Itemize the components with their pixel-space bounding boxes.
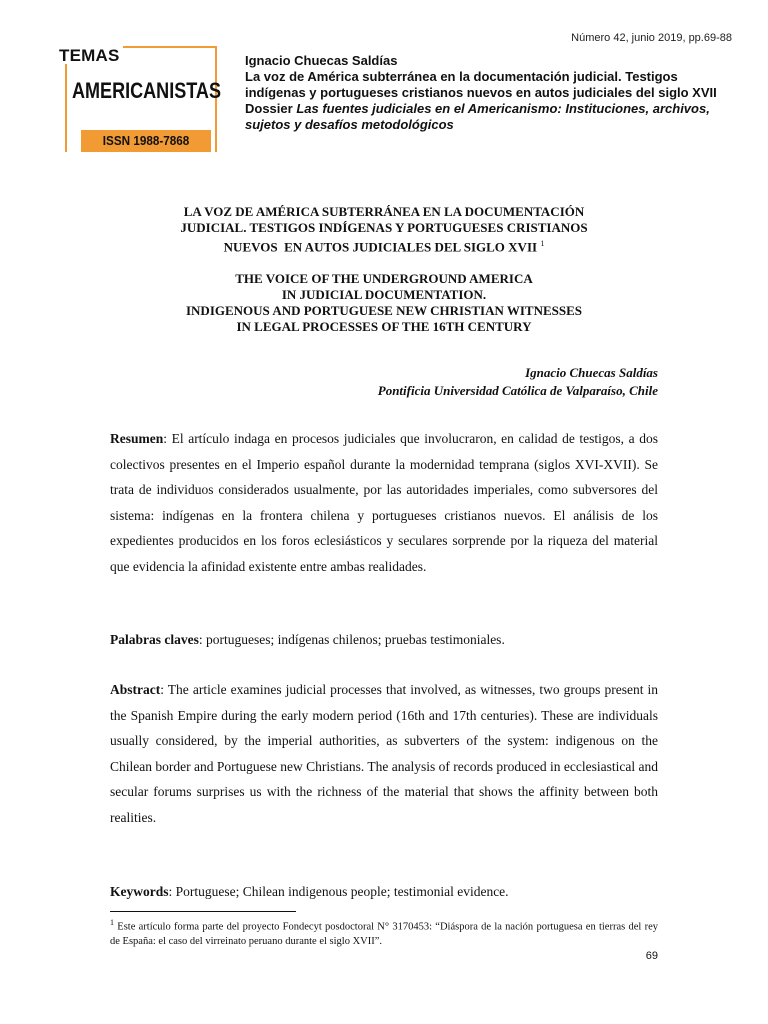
title-es-line	[110, 236, 658, 255]
header-dossier	[245, 101, 735, 133]
palabras-text: : portugueses; indígenas chilenos; pruebas testimoniales.	[198, 632, 505, 647]
resumen-paragraph	[110, 426, 658, 580]
title-footnote-mark[interactable]: 1	[540, 239, 545, 248]
footnote	[110, 916, 658, 949]
page-number: 69	[645, 950, 658, 962]
keywords-label: Keywords	[110, 884, 169, 899]
title-es-line-text: NUEVOS EN AUTOS JUDICIALES DEL SIGLO XVII	[223, 239, 538, 255]
title-en-line: IN LEGAL PROCESSES OF THE 16TH CENTURY	[236, 319, 532, 334]
author-name: Ignacio Chuecas Saldías	[525, 365, 658, 380]
footnote-text: Este artículo forma parte del proyecto Fondecyt posdoctoral N° 3170453: “Diáspora de la nación portuguesa en tierras del rey de España: el caso del virreinato peruano durante el siglo XVII”.	[110, 921, 658, 947]
header-article-title: La voz de América subterránea en la documentación judicial. Testigos indígenas y portugueses cristianos nuevos en autos judiciales del siglo XVII	[245, 69, 717, 100]
logo-americanistas: AMERICANISTAS	[72, 78, 222, 103]
author-block	[378, 364, 658, 400]
author-affiliation: Pontificia Universidad Católica de Valparaíso, Chile	[377, 383, 658, 398]
resumen-text: : El artículo indaga en procesos judiciales que involucraron, en calidad de testigos, a dos colectivos presentes en el Imperio español durante la modernidad temprana (siglos XVI-XVII). Se trata de individuos considerados usualmente, por las autoridades imperiales, como subversores del sistema: indígenas en la frontera chilena y portugueses cristianos nuevos. El análisis de los expedientes producidos en los foros eclesiásticos y seculares sorprende por la riqueza del material que evidencia la afinidad existente entre ambas realidades.	[110, 431, 658, 574]
logo-border-left	[65, 64, 67, 152]
resumen-label: Resumen	[110, 431, 164, 446]
header-author: Ignacio Chuecas Saldías	[245, 53, 398, 68]
issue-line: Número 42, junio 2019, pp.69-88	[571, 32, 732, 44]
keywords-text: : Portuguese; Chilean indigenous people; testimonial evidence.	[168, 884, 509, 899]
issn-text: ISSN 1988-7868	[102, 133, 190, 148]
title-es-line: LA VOZ DE AMÉRICA SUBTERRÁNEA EN LA DOCUMENTACIÓN	[183, 204, 585, 219]
title-en-line: THE VOICE OF THE UNDERGROUND AMERICA	[235, 271, 533, 286]
abstract-label: Abstract	[110, 682, 161, 697]
dossier-label: Dossier	[245, 101, 293, 116]
title-es-line: JUDICIAL. TESTIGOS INDÍGENAS Y PORTUGUESES CRISTIANOS	[180, 220, 588, 235]
logo-issn-badge	[81, 130, 211, 152]
palabras-label: Palabras claves	[110, 632, 199, 647]
title-english	[110, 271, 658, 335]
title-spanish	[110, 204, 658, 255]
logo-temas: TEMAS	[59, 46, 120, 65]
palabras-paragraph	[110, 627, 658, 653]
title-en-line: IN JUDICIAL DOCUMENTATION.	[281, 287, 487, 302]
journal-logo	[57, 46, 222, 156]
keywords-paragraph	[110, 879, 658, 905]
footnote-mark: 1	[110, 918, 114, 927]
dossier-title: Las fuentes judiciales en el Americanismo: Instituciones, archivos, sujetos y desafíos metodológicos	[245, 101, 710, 132]
title-en-line: INDIGENOUS AND PORTUGUESE NEW CHRISTIAN WITNESSES	[185, 303, 583, 318]
footnote-divider	[110, 911, 296, 912]
logo-border-top	[123, 46, 217, 48]
abstract-text: : The article examines judicial processes that involved, as witnesses, two groups present in the Spanish Empire during the early modern period (16th and 17th centuries). These are individuals usually considered, by the imperial authorities, as subverters of the system: indigenous on the Chilean border and Portuguese new Christians. The analysis of records produced in ecclesiastical and secular forums surprises us with the richness of the material that shows the affinity between both realities.	[110, 682, 658, 825]
abstract-paragraph	[110, 677, 658, 831]
article-header	[245, 53, 735, 133]
